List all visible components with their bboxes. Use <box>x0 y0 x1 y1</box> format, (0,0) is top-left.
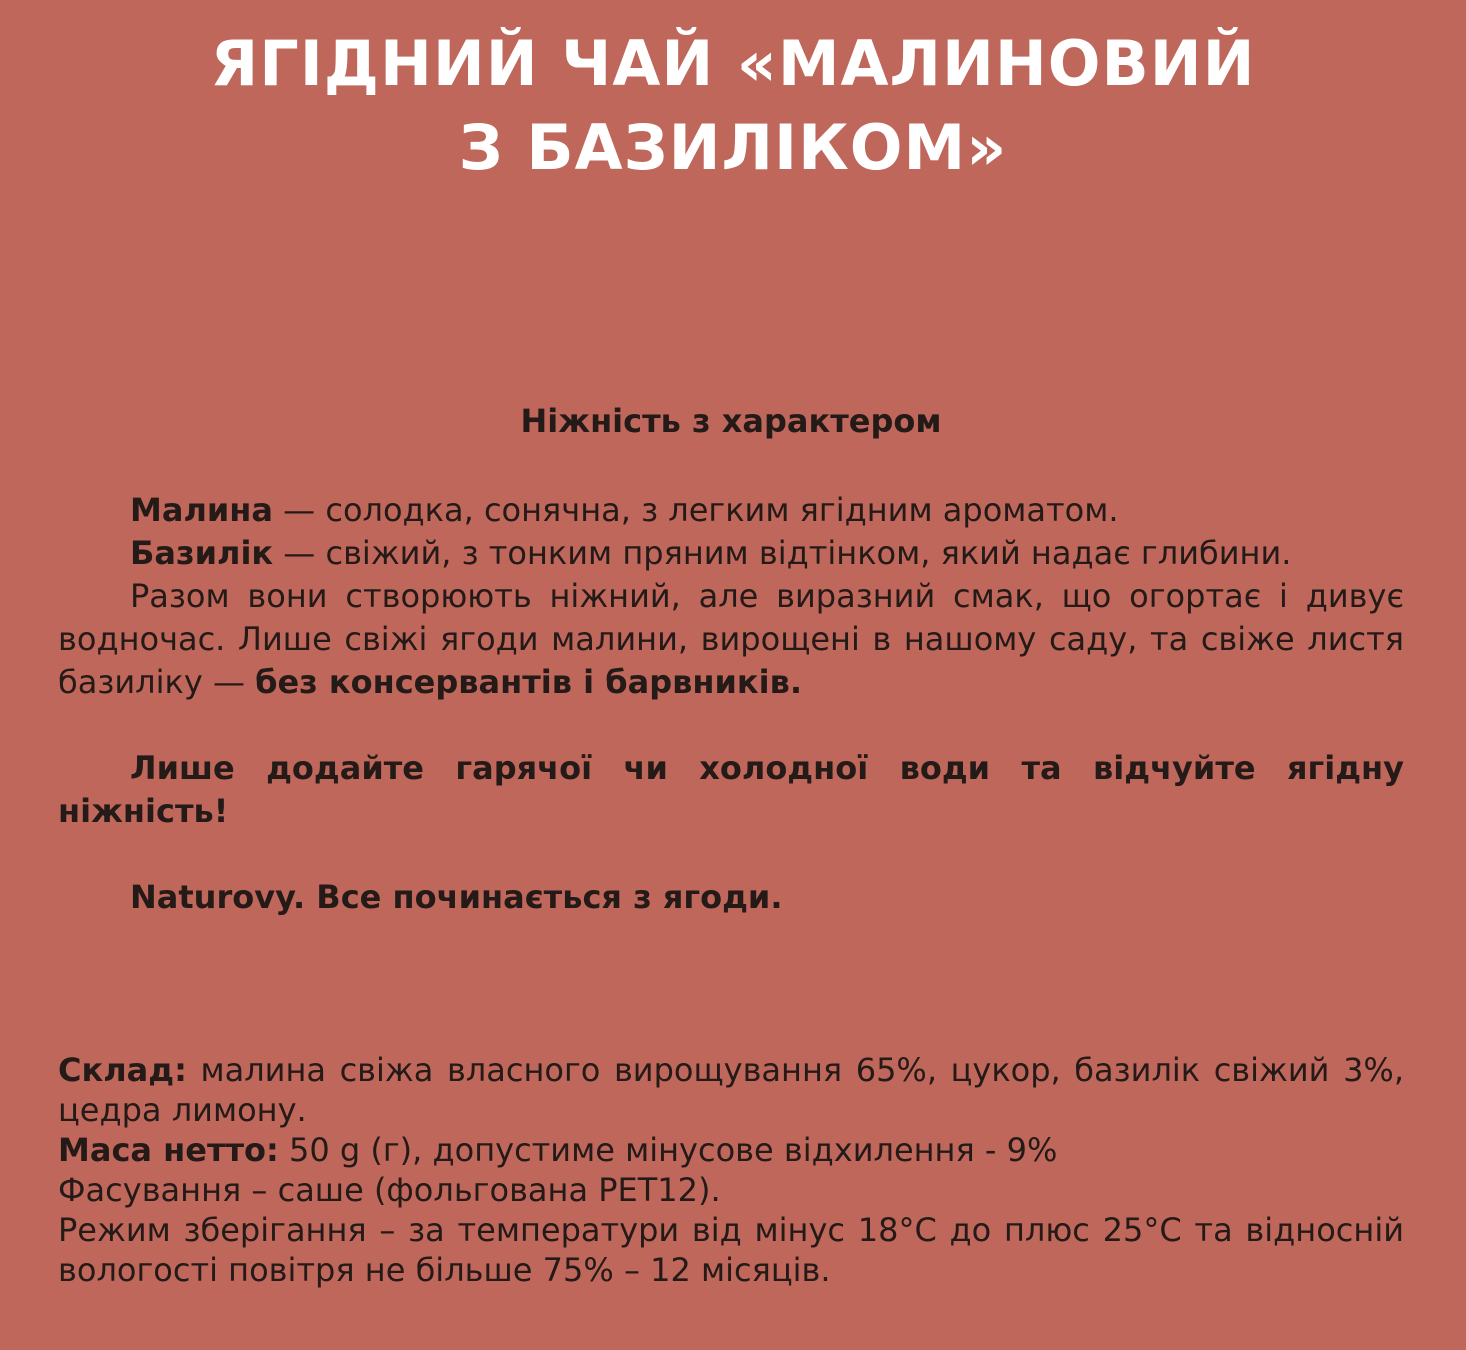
spacer <box>58 833 1404 876</box>
no-preservatives-text: без консервантів і барвників. <box>255 663 802 701</box>
packaging: Фасування – саше (фольгована PET12). <box>58 1171 721 1209</box>
call-to-action-text: Лише додайте гарячої чи холодної води та відчуйте ягідну ніжність! <box>58 749 1404 830</box>
basil-label: Базилік <box>130 534 274 572</box>
net-weight <box>58 1130 1404 1170</box>
composition <box>58 1050 1404 1130</box>
together-paragraph <box>58 575 1404 704</box>
raspberry-text: — солодка, сонячна, з легким ягідним ароматом. <box>273 491 1119 529</box>
basil-paragraph <box>58 532 1404 575</box>
together-text: Разом вони створюють ніжний, але виразний смак, що огортає і дивує водночас. Лише свіжі ягоди малини, вирощені в нашому саду, та свіже листя базиліку — <box>58 577 1404 701</box>
storage-conditions: Режим зберігання – за температури від мінус 18°C до плюс 25°C та відносній вологості повітря не більше 75% – 12 місяців. <box>58 1211 1404 1289</box>
net-weight-text: 50 g (г), допустиме мінусове відхилення - 9% <box>278 1131 1058 1169</box>
net-weight-label: Маса нетто: <box>58 1131 279 1169</box>
product-title <box>0 22 1466 190</box>
call-to-action <box>58 747 1404 833</box>
slogan <box>58 876 1404 919</box>
specs-block <box>58 1050 1404 1290</box>
spacer <box>58 704 1404 747</box>
composition-text: малина свіжа власного вирощування 65%, цукор, базилік свіжий 3%, цедра лимону. <box>58 1051 1404 1129</box>
raspberry-paragraph <box>58 489 1404 532</box>
tagline: Ніжність з характером <box>520 402 942 440</box>
description-block <box>58 400 1404 919</box>
title-line-1: ЯГІДНИЙ ЧАЙ «МАЛИНОВИЙ <box>210 27 1256 100</box>
title-line-2: З БАЗИЛІКОМ» <box>458 111 1008 184</box>
raspberry-label: Малина <box>130 491 273 529</box>
basil-text: — свіжий, з тонким пряним відтінком, який надає глибини. <box>273 534 1292 572</box>
composition-label: Склад: <box>58 1051 187 1089</box>
slogan-text: Naturovy. Все починається з ягоди. <box>130 878 783 916</box>
